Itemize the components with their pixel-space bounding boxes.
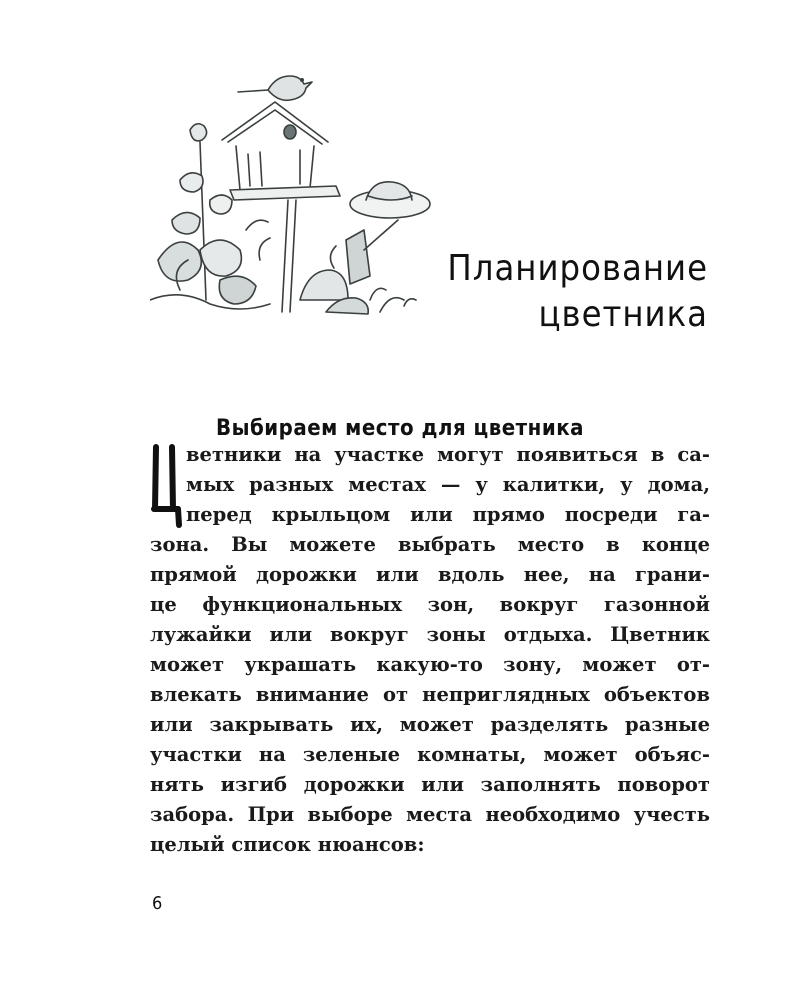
paragraph-line: или закрывать их, может разделять разные — [150, 713, 710, 736]
dropcap-text: Ц — [150, 443, 151, 444]
paragraph-line: перед крыльцом или прямо посреди га- — [186, 503, 710, 526]
paragraph-line: це функциональных зон, вокруг газонной — [150, 593, 710, 616]
section-heading: Выбираем место для цветника — [216, 416, 584, 442]
paragraph-line: нять изгиб дорожки или заполнять поворот — [150, 773, 710, 796]
paragraph-line: ветники на участке могут появиться в са- — [186, 443, 710, 466]
paragraph-line: влекать внимание от неприглядных объектов — [150, 683, 710, 706]
chapter-title-line-1: Планирование — [447, 248, 708, 290]
paragraph-line: лужайки или вокруг зоны отдыха. Цветник — [150, 623, 710, 646]
paragraph-line: зона. Вы можете выбрать место в конце — [150, 533, 710, 556]
body-paragraph — [150, 440, 710, 860]
paragraph-line: мых разных местах — у калитки, у дома, — [186, 473, 710, 496]
paragraph-line: участки на зеленые комнаты, может объяс- — [150, 743, 710, 766]
paragraph-line: целый список нюансов: — [150, 833, 425, 856]
page-number: 6 — [152, 893, 163, 914]
paragraph-line: может украшать какую-то зону, может от- — [150, 653, 710, 676]
paragraph-line: прямой дорожки или вдоль нее, на грани- — [150, 563, 710, 586]
paragraph-line: забора. При выборе места необходимо учесть — [150, 803, 710, 826]
chapter-title-line-2: цветника — [538, 294, 708, 336]
chapter-title — [348, 246, 708, 338]
